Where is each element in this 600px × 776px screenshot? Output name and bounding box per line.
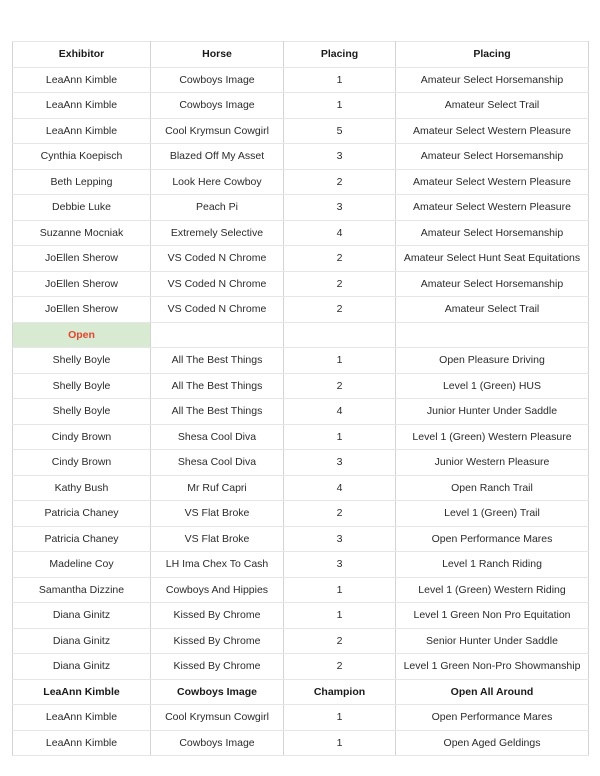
placing-cell: 4 bbox=[284, 220, 396, 246]
results-table-container bbox=[12, 41, 589, 756]
exhibitor-cell: Diana Ginitz bbox=[13, 628, 151, 654]
exhibitor-cell: Shelly Boyle bbox=[13, 399, 151, 425]
table-row bbox=[13, 552, 589, 578]
column-header-placing: Placing bbox=[284, 42, 396, 68]
column-header-placing-2: Placing bbox=[396, 42, 589, 68]
exhibitor-cell: Cynthia Koepisch bbox=[13, 144, 151, 170]
table-row bbox=[13, 297, 589, 323]
horse-cell: All The Best Things bbox=[151, 373, 284, 399]
exhibitor-cell: Samantha Dizzine bbox=[13, 577, 151, 603]
exhibitor-cell: Debbie Luke bbox=[13, 195, 151, 221]
table-row bbox=[13, 246, 589, 272]
table-row bbox=[13, 730, 589, 756]
table-row bbox=[13, 220, 589, 246]
horse-cell: VS Flat Broke bbox=[151, 526, 284, 552]
placing-cell: 4 bbox=[284, 475, 396, 501]
exhibitor-cell: LeaAnn Kimble bbox=[13, 118, 151, 144]
placing-cell: 3 bbox=[284, 195, 396, 221]
column-header-horse: Horse bbox=[151, 42, 284, 68]
placing-cell: 3 bbox=[284, 552, 396, 578]
header-row bbox=[13, 42, 589, 68]
event-cell: Open Performance Mares bbox=[396, 705, 589, 731]
placing-cell: 1 bbox=[284, 424, 396, 450]
event-cell: Level 1 (Green) Trail bbox=[396, 501, 589, 527]
horse-cell: VS Coded N Chrome bbox=[151, 297, 284, 323]
exhibitor-cell: LeaAnn Kimble bbox=[13, 730, 151, 756]
exhibitor-cell: JoEllen Sherow bbox=[13, 297, 151, 323]
table-row bbox=[13, 705, 589, 731]
exhibitor-cell: Patricia Chaney bbox=[13, 526, 151, 552]
horse-cell: VS Coded N Chrome bbox=[151, 246, 284, 272]
placing-cell: 4 bbox=[284, 399, 396, 425]
exhibitor-cell: Shelly Boyle bbox=[13, 373, 151, 399]
event-cell: Junior Hunter Under Saddle bbox=[396, 399, 589, 425]
table-row bbox=[13, 348, 589, 374]
horse-cell: LH Ima Chex To Cash bbox=[151, 552, 284, 578]
placing-cell: 2 bbox=[284, 246, 396, 272]
horse-cell: Cowboys Image bbox=[151, 679, 284, 705]
event-cell: Amateur Select Western Pleasure bbox=[396, 169, 589, 195]
event-cell: Open Performance Mares bbox=[396, 526, 589, 552]
column-header-exhibitor: Exhibitor bbox=[13, 42, 151, 68]
event-cell: Level 1 (Green) Western Pleasure bbox=[396, 424, 589, 450]
placing-cell: 3 bbox=[284, 450, 396, 476]
table-row bbox=[13, 628, 589, 654]
table-row bbox=[13, 67, 589, 93]
table-row bbox=[13, 169, 589, 195]
horse-cell: All The Best Things bbox=[151, 348, 284, 374]
horse-cell: Blazed Off My Asset bbox=[151, 144, 284, 170]
exhibitor-cell: LeaAnn Kimble bbox=[13, 93, 151, 119]
section-label-cell: Open bbox=[13, 322, 151, 348]
exhibitor-cell: Cindy Brown bbox=[13, 450, 151, 476]
event-cell: Level 1 (Green) Western Riding bbox=[396, 577, 589, 603]
horse-cell: Cool Krymsun Cowgirl bbox=[151, 705, 284, 731]
champion-summary-row bbox=[13, 679, 589, 705]
horse-cell: Kissed By Chrome bbox=[151, 654, 284, 680]
placing-cell: 2 bbox=[284, 297, 396, 323]
horse-cell: Shesa Cool Diva bbox=[151, 450, 284, 476]
horse-cell: Cowboys Image bbox=[151, 93, 284, 119]
table-row bbox=[13, 93, 589, 119]
placing-cell: 1 bbox=[284, 67, 396, 93]
placing-cell: 3 bbox=[284, 144, 396, 170]
exhibitor-cell: Shelly Boyle bbox=[13, 348, 151, 374]
event-cell: Open Pleasure Driving bbox=[396, 348, 589, 374]
event-cell: Amateur Select Hunt Seat Equitations bbox=[396, 246, 589, 272]
event-cell: Level 1 (Green) HUS bbox=[396, 373, 589, 399]
event-cell: Level 1 Ranch Riding bbox=[396, 552, 589, 578]
placing-cell: Champion bbox=[284, 679, 396, 705]
event-cell: Amateur Select Western Pleasure bbox=[396, 195, 589, 221]
horse-cell: Shesa Cool Diva bbox=[151, 424, 284, 450]
placing-cell bbox=[284, 322, 396, 348]
placing-cell: 3 bbox=[284, 526, 396, 552]
section-row-open bbox=[13, 322, 589, 348]
placing-cell: 2 bbox=[284, 654, 396, 680]
table-row bbox=[13, 424, 589, 450]
placing-cell: 1 bbox=[284, 348, 396, 374]
exhibitor-cell: Diana Ginitz bbox=[13, 603, 151, 629]
exhibitor-cell: Beth Lepping bbox=[13, 169, 151, 195]
horse-cell: All The Best Things bbox=[151, 399, 284, 425]
placing-cell: 2 bbox=[284, 628, 396, 654]
table-row bbox=[13, 654, 589, 680]
horse-cell: Cowboys Image bbox=[151, 730, 284, 756]
placing-cell: 1 bbox=[284, 93, 396, 119]
horse-cell bbox=[151, 322, 284, 348]
event-cell: Senior Hunter Under Saddle bbox=[396, 628, 589, 654]
exhibitor-cell: LeaAnn Kimble bbox=[13, 679, 151, 705]
placing-cell: 2 bbox=[284, 169, 396, 195]
table-row bbox=[13, 450, 589, 476]
event-cell: Junior Western Pleasure bbox=[396, 450, 589, 476]
event-cell: Level 1 Green Non-Pro Showmanship bbox=[396, 654, 589, 680]
exhibitor-cell: Madeline Coy bbox=[13, 552, 151, 578]
table-row bbox=[13, 475, 589, 501]
horse-cell: VS Coded N Chrome bbox=[151, 271, 284, 297]
placing-cell: 1 bbox=[284, 705, 396, 731]
table-row bbox=[13, 195, 589, 221]
exhibitor-cell: Diana Ginitz bbox=[13, 654, 151, 680]
horse-cell: Cowboys Image bbox=[151, 67, 284, 93]
placing-cell: 2 bbox=[284, 501, 396, 527]
horse-cell: Extremely Selective bbox=[151, 220, 284, 246]
event-cell: Amateur Select Horsemanship bbox=[396, 271, 589, 297]
placing-cell: 2 bbox=[284, 373, 396, 399]
event-cell: Level 1 Green Non Pro Equitation bbox=[396, 603, 589, 629]
exhibitor-cell: Kathy Bush bbox=[13, 475, 151, 501]
horse-cell: Mr Ruf Capri bbox=[151, 475, 284, 501]
event-cell bbox=[396, 322, 589, 348]
exhibitor-cell: Cindy Brown bbox=[13, 424, 151, 450]
exhibitor-cell: JoEllen Sherow bbox=[13, 246, 151, 272]
event-cell: Open Aged Geldings bbox=[396, 730, 589, 756]
horse-cell: Kissed By Chrome bbox=[151, 628, 284, 654]
event-cell: Amateur Select Horsemanship bbox=[396, 67, 589, 93]
horse-cell: VS Flat Broke bbox=[151, 501, 284, 527]
horse-cell: Peach Pi bbox=[151, 195, 284, 221]
horse-cell: Kissed By Chrome bbox=[151, 603, 284, 629]
event-cell: Amateur Select Western Pleasure bbox=[396, 118, 589, 144]
table-row bbox=[13, 501, 589, 527]
results-table bbox=[12, 41, 589, 756]
placing-cell: 1 bbox=[284, 730, 396, 756]
table-row bbox=[13, 144, 589, 170]
table-row bbox=[13, 526, 589, 552]
event-cell: Amateur Select Horsemanship bbox=[396, 144, 589, 170]
table-row bbox=[13, 399, 589, 425]
exhibitor-cell: LeaAnn Kimble bbox=[13, 67, 151, 93]
horse-cell: Cool Krymsun Cowgirl bbox=[151, 118, 284, 144]
event-cell: Open Ranch Trail bbox=[396, 475, 589, 501]
placing-cell: 1 bbox=[284, 603, 396, 629]
table-row bbox=[13, 271, 589, 297]
exhibitor-cell: Patricia Chaney bbox=[13, 501, 151, 527]
event-cell: Open All Around bbox=[396, 679, 589, 705]
placing-cell: 5 bbox=[284, 118, 396, 144]
table-row bbox=[13, 603, 589, 629]
event-cell: Amateur Select Trail bbox=[396, 93, 589, 119]
exhibitor-cell: JoEllen Sherow bbox=[13, 271, 151, 297]
placing-cell: 2 bbox=[284, 271, 396, 297]
event-cell: Amateur Select Horsemanship bbox=[396, 220, 589, 246]
horse-cell: Look Here Cowboy bbox=[151, 169, 284, 195]
placing-cell: 1 bbox=[284, 577, 396, 603]
event-cell: Amateur Select Trail bbox=[396, 297, 589, 323]
table-row bbox=[13, 577, 589, 603]
table-row bbox=[13, 373, 589, 399]
horse-cell: Cowboys And Hippies bbox=[151, 577, 284, 603]
exhibitor-cell: Suzanne Mocniak bbox=[13, 220, 151, 246]
table-row bbox=[13, 118, 589, 144]
exhibitor-cell: LeaAnn Kimble bbox=[13, 705, 151, 731]
